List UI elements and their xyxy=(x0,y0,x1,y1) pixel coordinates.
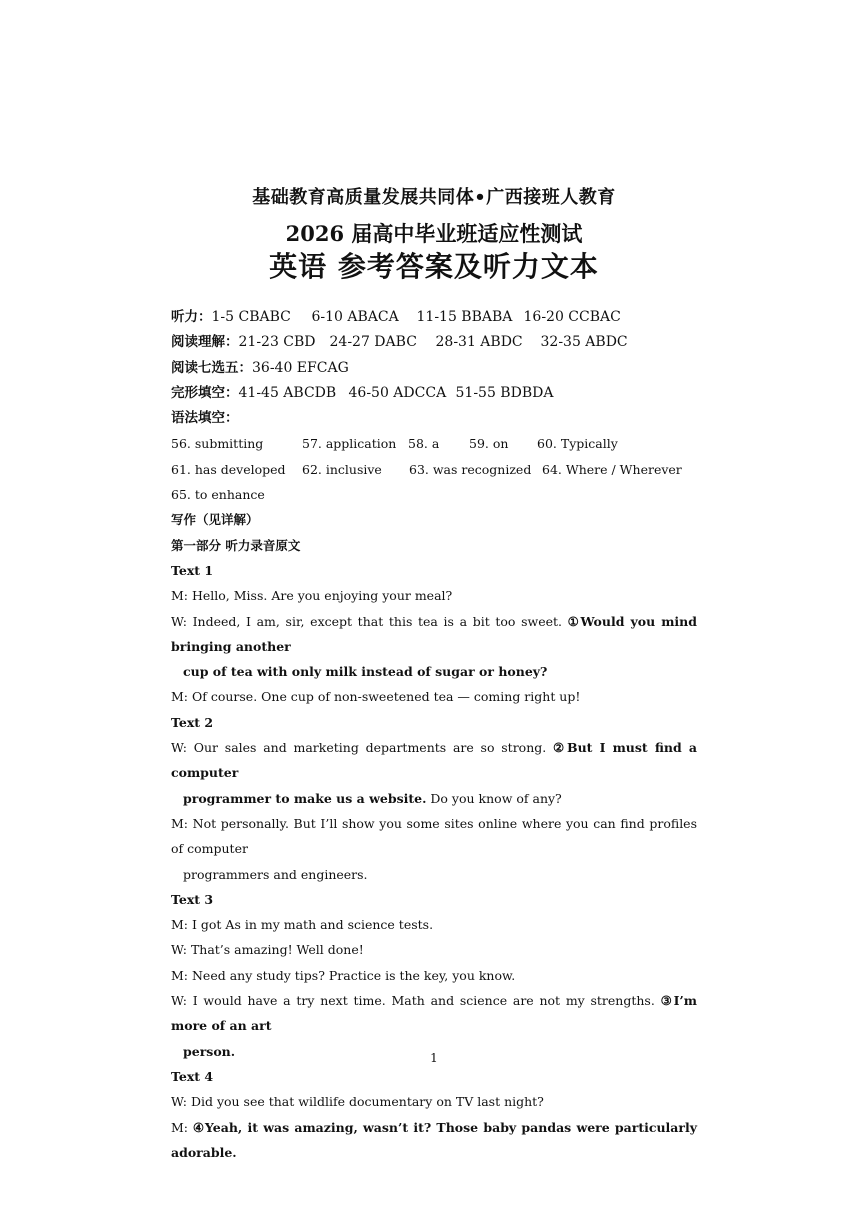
dialogue-line: W: That’s amazing! Well done! xyxy=(171,942,364,958)
key-sentence: cup of tea with only milk instead of sugar or honey? xyxy=(183,664,548,680)
answer-group: 6-10 ABACA xyxy=(311,309,399,325)
key-sentence: ④Yeah, it was amazing, wasn’t it? Those baby pandas were particularly adorable. xyxy=(171,1119,698,1160)
dialogue-text: Do you know of any? xyxy=(426,790,562,806)
answer-group: 51-55 BDBDA xyxy=(455,384,554,401)
answer-group: 36-40 EFCAG xyxy=(252,359,349,376)
dialogue-text: programmers and engineers. xyxy=(183,866,368,882)
dialogue-text: M: Not personally. But I’ll show you some sites online where you can find profiles of computer xyxy=(171,815,697,857)
dialogue-text xyxy=(171,786,697,811)
seven-choose-five-label: 阅读七选五： xyxy=(171,359,252,376)
reading-label: 阅读理解： xyxy=(171,334,239,351)
dialogue-text: W: Indeed, I am, sir, except that this tea is a bit too sweet. xyxy=(171,613,568,629)
key-sentence: ①Would you mind bringing another xyxy=(171,613,697,654)
dialogue-line: M: I got As in my math and science tests. xyxy=(171,917,434,933)
answer-group: 28-31 ABDC xyxy=(435,334,523,351)
key-sentence: ③I’m more of an art xyxy=(171,993,697,1034)
seven-choose-five-row xyxy=(171,356,697,381)
listening-label: 听力： xyxy=(171,309,212,325)
page-number: 1 xyxy=(430,1051,438,1065)
dialogue-line: M: Need any study tips? Practice is the key, you know. xyxy=(171,967,516,983)
grammar-answers-row xyxy=(171,482,697,507)
text2-title: Text 2 xyxy=(171,714,214,730)
publisher-title: 基础教育高质量发展共同体•广西接班人教育 xyxy=(252,187,616,208)
content-body xyxy=(171,305,697,1165)
dialogue-text: W: Our sales and marketing departments are so strong. xyxy=(171,740,553,756)
answer-group: 16-20 CCBAC xyxy=(523,309,621,325)
dialogue-line: M: Hello, Miss. Are you enjoying your meal? xyxy=(171,588,453,604)
reading-answers-row xyxy=(171,330,697,355)
grammar-answers-row xyxy=(171,457,697,482)
cloze-label: 完形填空： xyxy=(171,384,239,401)
grammar-answer: 62. inclusive xyxy=(302,461,382,477)
grammar-label: 语法填空： xyxy=(171,410,239,427)
grammar-answer: 64. Where / Wherever xyxy=(542,461,682,477)
answer-group: 11-15 BBABA xyxy=(416,309,513,325)
text3-title: Text 3 xyxy=(171,891,214,907)
writing-note: 写作（见详解） xyxy=(171,512,259,528)
grammar-label-row xyxy=(171,406,697,431)
answer-group: 1-5 CBABC xyxy=(211,309,291,325)
dialogue-line xyxy=(171,811,697,887)
dialogue-line: W: Did you see that wildlife documentary on TV last night? xyxy=(171,1094,544,1110)
grammar-answer: 59. on xyxy=(469,436,509,452)
answer-group: 32-35 ABDC xyxy=(540,334,628,351)
answer-group: 21-23 CBD xyxy=(238,334,316,351)
listening-answers-row xyxy=(171,305,697,330)
grammar-answers-row xyxy=(171,431,697,456)
grammar-answer: 65. to enhance xyxy=(171,487,265,503)
answer-group: 24-27 DABC xyxy=(329,334,417,351)
grammar-answer: 58. a xyxy=(408,436,440,452)
text4-title: Text 4 xyxy=(171,1068,214,1084)
key-sentence: person. xyxy=(183,1043,236,1059)
dialogue-line xyxy=(171,1115,697,1166)
grammar-answer: 63. was recognized xyxy=(409,461,532,477)
dialogue-line xyxy=(171,609,697,685)
dialogue-text: W: I would have a try next time. Math and science are not my strengths. xyxy=(171,993,661,1009)
exam-title: 2026 届高中毕业班适应性测试 xyxy=(285,221,583,246)
cloze-answers-row xyxy=(171,381,697,406)
text1-title: Text 1 xyxy=(171,562,214,578)
answer-group: 46-50 ADCCA xyxy=(348,384,447,401)
answer-group: 41-45 ABCDB xyxy=(238,384,337,401)
grammar-answer: 60. Typically xyxy=(537,436,618,452)
dialogue-line xyxy=(171,735,697,811)
grammar-answer: 57. application xyxy=(302,436,397,452)
document-title: 英语 参考答案及听力文本 xyxy=(269,250,599,283)
grammar-answer: 56. submitting xyxy=(171,436,264,452)
key-sentence: ②But I must find a computer xyxy=(171,740,698,781)
dialogue-line: M: Of course. One cup of non-sweetened tea — coming right up! xyxy=(171,689,581,705)
part1-title: 第一部分 听力录音原文 xyxy=(171,537,301,553)
key-sentence: programmer to make us a website. xyxy=(183,790,427,806)
grammar-answer: 61. has developed xyxy=(171,461,286,477)
dialogue-text: M: xyxy=(171,1119,193,1135)
